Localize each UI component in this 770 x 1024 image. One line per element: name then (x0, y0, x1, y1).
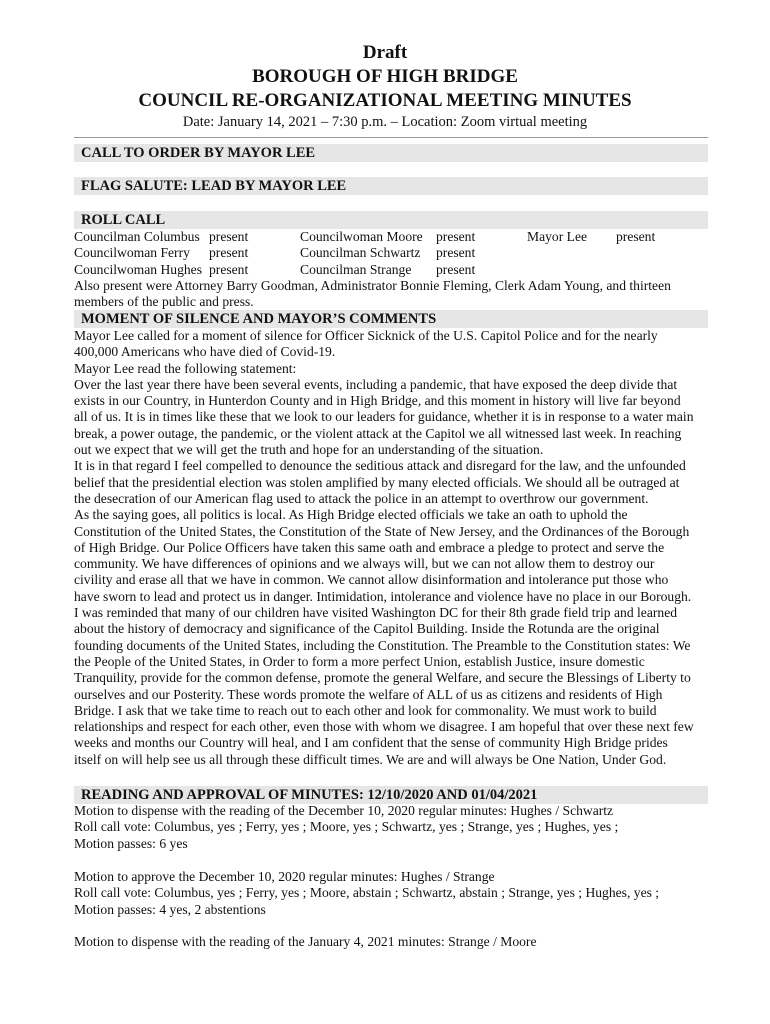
member-status: present (436, 245, 476, 261)
section-heading-call-to-order: CALL TO ORDER BY MAYOR LEE (74, 144, 708, 162)
text-line: of High Bridge. Our Police Officers have taken this same oath and embrace a pledge to protect and serve the (74, 539, 665, 555)
text-line: weeks and months our Country will heal, and I am confident that the sense of community High Bridge prides (74, 735, 668, 751)
header-divider (74, 137, 708, 138)
member-name: Mayor Lee (527, 229, 588, 244)
text-line: Motion passes: 6 yes (74, 835, 188, 851)
member-status: present (209, 229, 249, 244)
minutes-motion-2 (74, 869, 714, 918)
text-line: civility and erase all that we have in common. We cannot allow disinformation and intolerance put those who (74, 572, 669, 588)
text-line: Bridge. I ask that we take time to reach out to each other and look for commonality. We must work to build (74, 702, 657, 718)
text-line: As the saying goes, all politics is local. As High Bridge elected officials we take an oath to uphold the (74, 507, 628, 523)
text-line: relationships and respect for each other, even those with whom we disagree. I am hopeful that over these next few (74, 719, 694, 735)
text-line: Roll call vote: Columbus, yes ; Ferry, yes ; Moore, abstain ; Schwartz, abstain ; Strange, yes ; Hughes, yes ; (74, 885, 660, 901)
text-line: all of us. It is in times like these that we look to our leaders for guidance, whether it is in response to a water main (74, 409, 694, 425)
text-line: community. We have differences of opinions and we always will, but we can not allow them to destroy our (74, 556, 655, 572)
minutes-motion-1 (74, 803, 714, 852)
text-line: have sworn to lead and protect us in danger. Intimidation, intolerance and violence have no place in our Borough. (74, 588, 692, 604)
member-status: present (209, 245, 249, 261)
text-line: Mayor Lee read the following statement: (74, 360, 297, 376)
text-line: out we expect that we will get the truth and hope for an understanding of the situation. (74, 442, 544, 458)
section-heading-flag-salute: FLAG SALUTE: LEAD BY MAYOR LEE (74, 177, 708, 195)
member-status: present (616, 229, 656, 244)
text-line: Over the last year there have been several events, including a pandemic, that have exposed the deep divide that (74, 376, 678, 392)
text-line: the desecration of our American flag used to attack the police in an attempt to overthrow our government. (74, 490, 649, 506)
text-line: Tranquility, provide for the common defense, promote the general Welfare, and secure the Blessings of Liberty to (74, 670, 691, 686)
text-line: members of the public and press. (74, 294, 254, 310)
member-status: present (436, 229, 476, 244)
text-line: break, a power outage, the pandemic, or the violent attack at the Capitol we all witnessed last week. In reaching (74, 425, 682, 441)
member-name: Councilman Schwartz (300, 245, 421, 261)
text-line: Also present were Attorney Barry Goodman, Administrator Bonnie Fleming, Clerk Adam Young, and thirteen (74, 278, 671, 293)
text-line: I was reminded that many of our children have visited Washington DC for their 8th grade field trip and learned (74, 605, 678, 621)
text-line: founding documents of the United States, including the Constitution. The Preamble to the Constitution states: We (74, 637, 691, 653)
member-status: present (209, 261, 249, 277)
minutes-motion-3 (74, 934, 714, 950)
text-line: Motion to dispense with the reading of the January 4, 2021 minutes: Strange / Moore (74, 934, 537, 949)
text-line: ourselves and our Posterity. These words promote the welfare of ALL of us as citizens and residents of High (74, 686, 663, 702)
meeting-dateline: Date: January 14, 2021 – 7:30 p.m. – Location: Zoom virtual meeting (182, 114, 588, 130)
text-line: Motion to approve the December 10, 2020 regular minutes: Hughes / Strange (74, 869, 495, 884)
section-heading-moment-of-silence: MOMENT OF SILENCE AND MAYOR’S COMMENTS (74, 310, 708, 328)
also-present-text (74, 278, 714, 311)
member-name: Councilwoman Ferry (74, 245, 190, 261)
document-title: COUNCIL RE-ORGANIZATIONAL MEETING MINUTES (138, 90, 632, 111)
member-name: Councilman Columbus (74, 229, 200, 244)
text-line: about the history of democracy and significance of the Capitol Building. Inside the Rotunda are the original (74, 621, 660, 637)
text-line: It is in that regard I feel compelled to denounce the seditious attack and disregard for the law, and the unfounded (74, 458, 686, 474)
member-name: Councilwoman Moore (300, 229, 423, 244)
member-name: Councilwoman Hughes (74, 261, 202, 277)
borough-name: BOROUGH OF HIGH BRIDGE (252, 66, 518, 87)
member-name: Councilman Strange (300, 261, 412, 277)
text-line: 400,000 Americans who have died of Covid-19. (74, 344, 336, 360)
text-line: Motion passes: 4 yes, 2 abstentions (74, 901, 266, 917)
text-line: exists in our Country, in Hunterdon County and in High Bridge, and this moment in history will live far beyond (74, 393, 681, 409)
text-line: Roll call vote: Columbus, yes ; Ferry, yes ; Moore, yes ; Schwartz, yes ; Strange, yes ; Hughes, yes ; (74, 819, 619, 835)
member-status: present (436, 261, 476, 277)
text-line: belief that the presidential election was stolen amplified by many elected officials. We should all be outraged at (74, 474, 680, 490)
text-line: Constitution of the United States, the Constitution of the State of New Jersey, and the Ordinances of the Borough (74, 523, 690, 539)
text-line: the People of the United States, in Order to form a more perfect Union, establish Justice, insure domestic (74, 653, 645, 669)
draft-label: Draft (362, 42, 408, 63)
text-line: Motion to dispense with the reading of the December 10, 2020 regular minutes: Hughes / Schwartz (74, 803, 614, 818)
section-heading-roll-call: ROLL CALL (74, 211, 708, 229)
section-heading-reading-approval: READING AND APPROVAL OF MINUTES: 12/10/2020 AND 01/04/2021 (74, 786, 708, 804)
text-line: Mayor Lee called for a moment of silence for Officer Sicknick of the U.S. Capitol Police and for the nearly (74, 328, 658, 343)
mayor-statement (74, 328, 714, 768)
text-line: itself on will help see us all through these difficult times. We are and will always be One Nation, Under God. (74, 751, 667, 767)
